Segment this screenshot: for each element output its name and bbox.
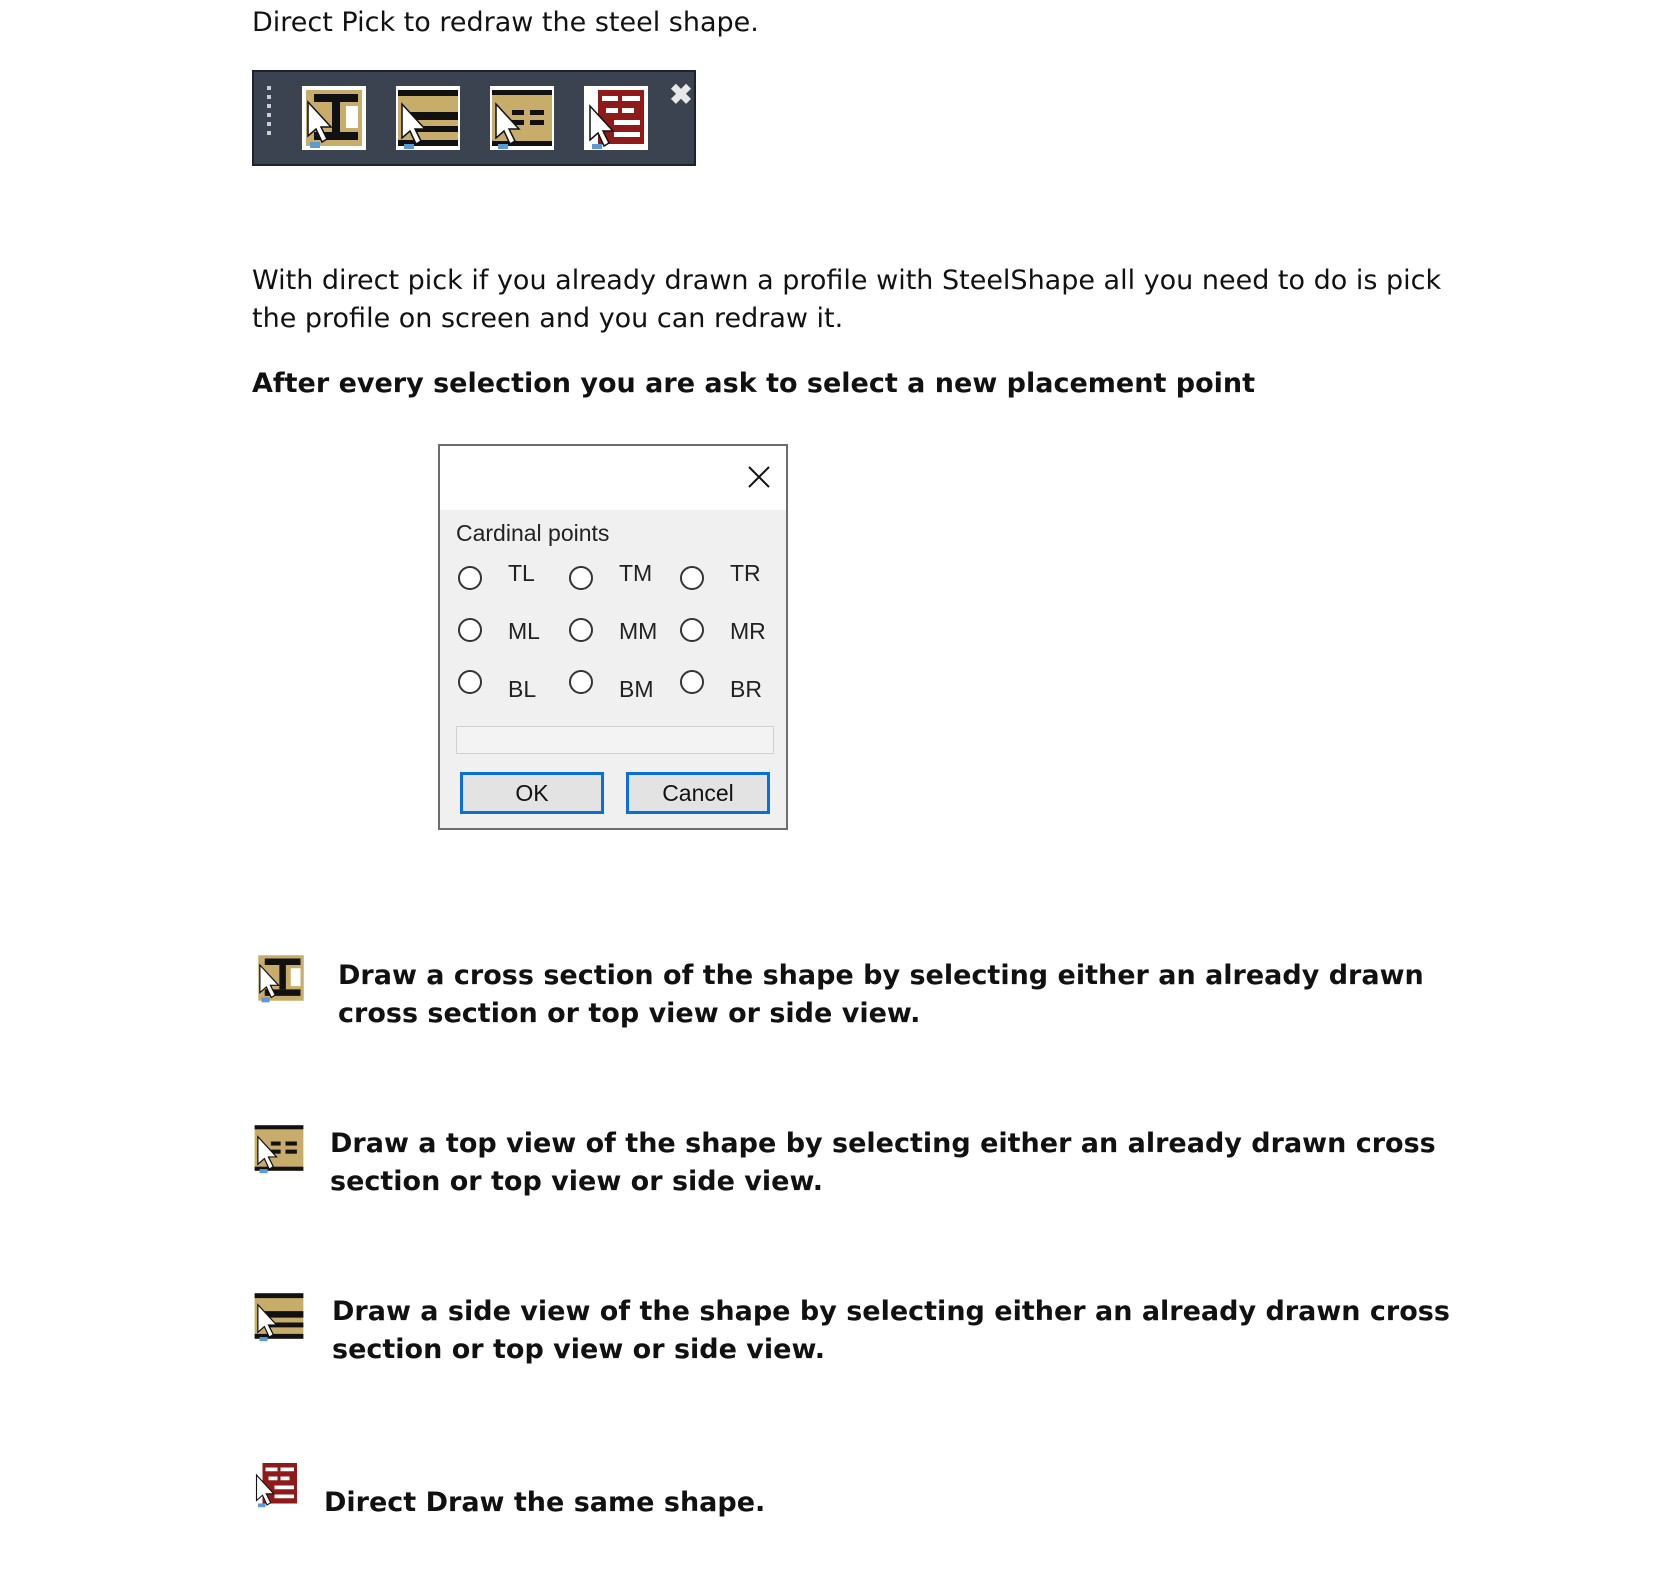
- status-field: [456, 726, 774, 754]
- dialog-titlebar: [440, 446, 786, 510]
- side-view-pick-icon: [396, 86, 460, 150]
- radio-tr[interactable]: [680, 566, 704, 590]
- close-icon: ✖: [669, 79, 693, 110]
- placement-note: After every selection you are ask to select a new placement point: [252, 368, 1256, 399]
- direct-draw-button[interactable]: [584, 86, 648, 150]
- top-view-pick-icon: [490, 86, 554, 150]
- cancel-button[interactable]: Cancel: [626, 772, 770, 814]
- side-view-description: Draw a side view of the shape by selecting either an already drawn cross section or top view or side view.: [332, 1296, 1450, 1365]
- radio-tm[interactable]: [569, 566, 593, 590]
- radio-br[interactable]: [680, 670, 704, 694]
- radio-label-tm: TM: [619, 560, 653, 586]
- cardinal-points-dialog: [438, 444, 788, 830]
- radio-label-tl: TL: [508, 560, 535, 586]
- cross-section-button[interactable]: [302, 86, 366, 150]
- radio-label-br: BR: [730, 676, 762, 702]
- cross-section-pick-icon: [302, 86, 366, 150]
- radio-label-tr: TR: [730, 560, 761, 586]
- toolbar-close-button[interactable]: [668, 79, 694, 110]
- side-view-button[interactable]: [396, 86, 460, 150]
- radio-bl[interactable]: [458, 670, 482, 694]
- direct-draw-description: Direct Draw the same shape.: [324, 1487, 766, 1518]
- radio-label-mr: MR: [730, 618, 766, 644]
- radio-label-bl: BL: [508, 676, 537, 702]
- direct-pick-paragraph: With direct pick if you already drawn a profile with SteelShape all you need to do is pick the profile on screen and you can redraw it.: [252, 265, 1442, 334]
- direct-draw-pick-icon: [584, 86, 648, 150]
- radio-mr[interactable]: [680, 618, 704, 642]
- radio-label-ml: ML: [508, 618, 540, 644]
- radio-mm[interactable]: [569, 618, 593, 642]
- radio-tl[interactable]: [458, 566, 482, 590]
- top-view-description: Draw a top view of the shape by selecting either an already drawn cross section or top view or side view.: [330, 1128, 1436, 1197]
- radio-bm[interactable]: [569, 670, 593, 694]
- intro-text: Direct Pick to redraw the steel shape.: [252, 7, 759, 38]
- cross-section-icon: [254, 952, 308, 1004]
- top-view-button[interactable]: [490, 86, 554, 150]
- direct-draw-icon: [252, 1460, 306, 1512]
- dialog-close-button[interactable]: [744, 462, 774, 492]
- top-view-icon: [252, 1122, 306, 1174]
- group-label: Cardinal points: [456, 520, 610, 546]
- toolbar-grip[interactable]: [264, 86, 274, 146]
- radio-label-mm: MM: [619, 618, 658, 644]
- side-view-icon: [252, 1290, 306, 1342]
- radio-ml[interactable]: [458, 618, 482, 642]
- cross-section-description: Draw a cross section of the shape by selecting either an already drawn cross section or top view or side view.: [338, 960, 1424, 1029]
- ok-button[interactable]: OK: [460, 772, 604, 814]
- steelshape-toolbar: [252, 70, 696, 166]
- radio-label-bm: BM: [619, 676, 654, 702]
- close-icon: [744, 462, 774, 492]
